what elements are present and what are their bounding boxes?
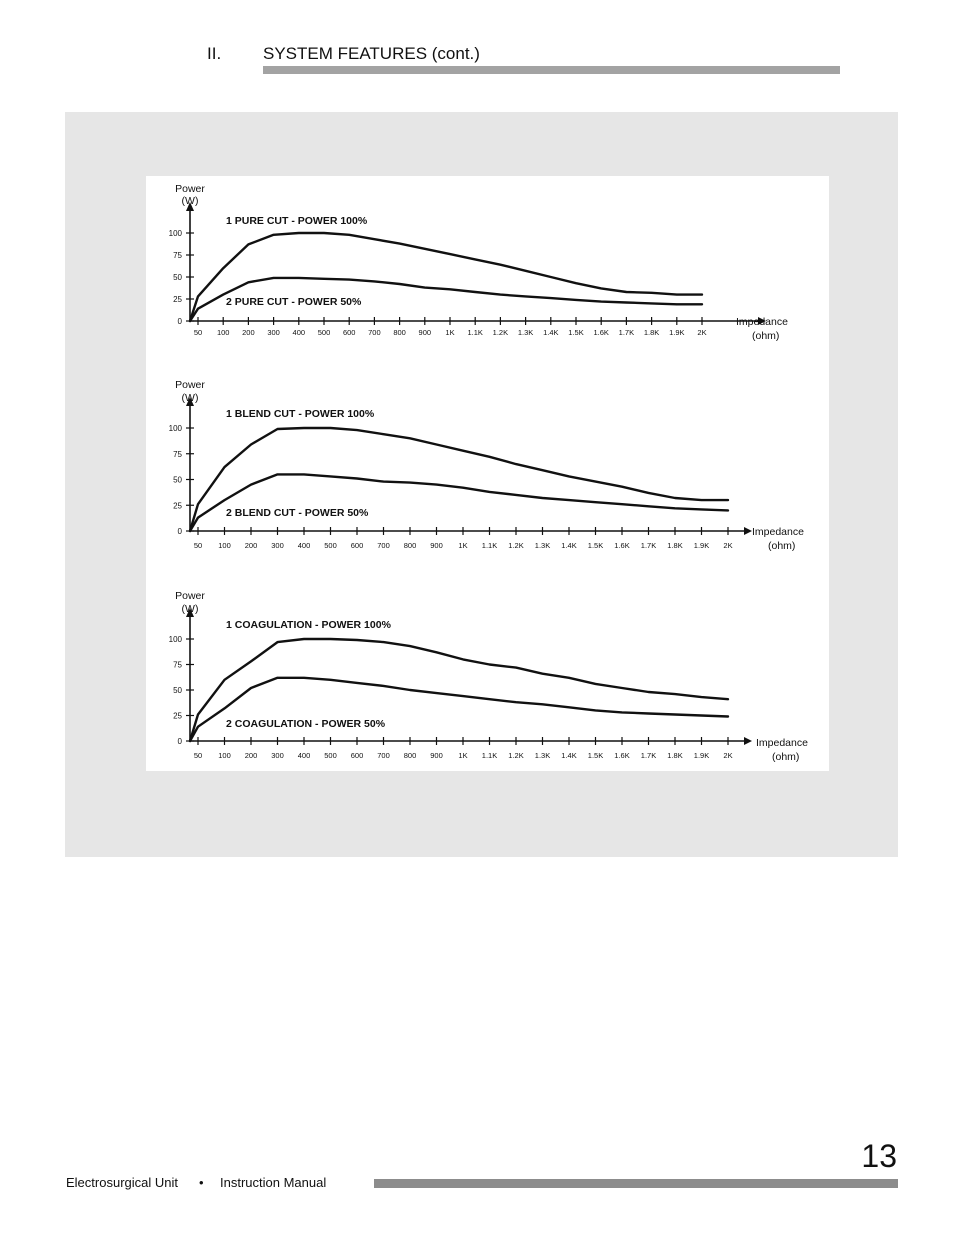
x-tick-label: 800 xyxy=(403,541,417,550)
x-tick-label: 600 xyxy=(350,541,364,550)
y-tick-label: 0 xyxy=(177,527,182,536)
x-tick-label: 600 xyxy=(350,751,364,760)
x-tick-label: 1.9K xyxy=(693,751,710,760)
x-tick-label: 400 xyxy=(292,328,306,337)
x-tick-label: 1.6K xyxy=(614,751,630,760)
x-tick-label: 700 xyxy=(377,751,390,760)
y-axis-title: Power xyxy=(175,183,205,195)
x-tick-label: 1.2K xyxy=(508,751,524,760)
x-tick-label: 300 xyxy=(271,751,284,760)
x-axis-arrow xyxy=(744,737,752,745)
y-tick-label: 50 xyxy=(173,273,182,282)
y-tick-label: 50 xyxy=(173,686,182,695)
x-tick-label: 1K xyxy=(458,541,468,550)
x-tick-label: 1.3K xyxy=(534,541,551,550)
x-tick-label: 500 xyxy=(324,751,337,760)
x-tick-label: 50 xyxy=(193,751,203,760)
x-tick-label: 1.1K xyxy=(481,751,498,760)
x-tick-label: 900 xyxy=(430,751,443,760)
y-tick-label: 75 xyxy=(173,660,182,670)
x-tick-label: 1.1K xyxy=(467,328,483,337)
x-tick-label: 300 xyxy=(267,328,280,337)
x-tick-label: 1.3K xyxy=(517,328,534,337)
y-tick-label: 25 xyxy=(173,501,182,511)
x-tick-label: 1.5K xyxy=(568,328,584,337)
section-number: II. xyxy=(207,44,222,63)
footer-divider-bar xyxy=(374,1179,898,1188)
footer-manual: Instruction Manual xyxy=(220,1175,327,1190)
y-tick-label: 100 xyxy=(168,635,182,644)
series-label-2: 2 BLEND CUT - POWER 50% xyxy=(226,507,369,519)
x-tick-label: 1.4K xyxy=(561,751,577,760)
x-tick-label: 200 xyxy=(244,751,258,760)
x-tick-label: 100 xyxy=(216,328,230,337)
x-tick-label: 50 xyxy=(193,541,203,550)
x-tick-label: 800 xyxy=(403,751,417,760)
x-tick-label: 1.6K xyxy=(614,541,630,550)
x-tick-label: 1.3K xyxy=(534,751,551,760)
x-tick-label: 1.4K xyxy=(561,541,577,550)
chart-container xyxy=(146,176,829,771)
x-tick-label: 2K xyxy=(723,541,733,550)
x-tick-label: 1.8K xyxy=(667,541,683,550)
y-axis-title: Power xyxy=(175,590,205,602)
x-tick-label: 1.8K xyxy=(643,328,660,337)
page-number: 13 xyxy=(861,1138,897,1174)
x-tick-label: 1.6K xyxy=(593,328,609,337)
power-impedance-charts xyxy=(146,176,829,771)
x-tick-label: 600 xyxy=(342,328,356,337)
x-axis-title: Impedance xyxy=(752,526,804,538)
x-tick-label: 1.5K xyxy=(587,541,604,550)
y-tick-label: 100 xyxy=(168,424,182,433)
x-axis-title-unit: (ohm) xyxy=(768,540,796,552)
x-tick-label: 900 xyxy=(418,328,432,337)
x-tick-label: 50 xyxy=(193,328,203,337)
y-tick-label: 75 xyxy=(173,449,182,459)
y-tick-label: 50 xyxy=(173,475,182,485)
y-tick-label: 0 xyxy=(177,317,182,326)
x-tick-label: 100 xyxy=(218,751,231,760)
x-tick-label: 1.2K xyxy=(508,541,524,550)
header-divider-bar xyxy=(263,66,840,74)
y-axis-title-unit: (W) xyxy=(181,392,199,404)
y-tick-label: 0 xyxy=(177,737,182,746)
y-tick-label: 25 xyxy=(173,711,182,721)
x-tick-label: 1.1K xyxy=(481,541,498,550)
series-label-2: 2 PURE CUT - POWER 50% xyxy=(226,296,362,308)
footer-product: Electrosurgical Unit xyxy=(66,1175,178,1190)
series-label-1: 1 COAGULATION - POWER 100% xyxy=(226,619,391,631)
x-tick-label: 1.7K xyxy=(640,541,657,550)
series-line-2 xyxy=(190,474,728,531)
x-tick-label: 2K xyxy=(723,751,733,760)
x-tick-label: 100 xyxy=(218,541,231,550)
x-tick-label: 700 xyxy=(368,328,381,337)
x-tick-label: 400 xyxy=(297,751,311,760)
x-axis-title-unit: (ohm) xyxy=(772,751,800,763)
x-tick-label: 1K xyxy=(458,751,468,760)
x-tick-label: 1.5K xyxy=(587,751,604,760)
y-axis-title-unit: (W) xyxy=(181,603,199,615)
x-tick-label: 1.7K xyxy=(640,751,657,760)
x-tick-label: 400 xyxy=(297,541,311,550)
x-axis-title-unit: (ohm) xyxy=(752,330,780,342)
x-tick-label: 2K xyxy=(697,328,707,337)
x-tick-label: 300 xyxy=(271,541,284,550)
series-line-2 xyxy=(190,678,728,741)
section-title: SYSTEM FEATURES (cont.) xyxy=(263,44,480,63)
y-axis-title: Power xyxy=(175,379,205,391)
y-tick-label: 25 xyxy=(173,295,182,304)
y-axis-title-unit: (W) xyxy=(181,195,199,207)
x-axis-arrow xyxy=(744,527,752,535)
x-tick-label: 900 xyxy=(430,541,443,550)
x-axis-title: Impedance xyxy=(736,316,788,328)
footer-bullet: • xyxy=(199,1175,204,1190)
series-label-2: 2 COAGULATION - POWER 50% xyxy=(226,718,386,730)
x-tick-label: 1.2K xyxy=(492,328,509,337)
x-tick-label: 1.8K xyxy=(667,751,683,760)
x-axis-title: Impedance xyxy=(756,737,808,749)
x-tick-label: 500 xyxy=(317,328,331,337)
x-tick-label: 1.7K xyxy=(618,328,635,337)
x-tick-label: 500 xyxy=(324,541,337,550)
y-tick-label: 75 xyxy=(173,251,182,260)
series-label-1: 1 BLEND CUT - POWER 100% xyxy=(226,408,375,420)
x-tick-label: 1.9K xyxy=(693,541,710,550)
x-tick-label: 1.9K xyxy=(669,328,685,337)
y-tick-label: 100 xyxy=(168,229,182,238)
x-tick-label: 800 xyxy=(393,328,406,337)
series-label-1: 1 PURE CUT - POWER 100% xyxy=(226,215,368,227)
x-tick-label: 1.4K xyxy=(543,328,559,337)
x-tick-label: 200 xyxy=(242,328,255,337)
x-tick-label: 200 xyxy=(244,541,258,550)
x-tick-label: 700 xyxy=(377,541,390,550)
x-tick-label: 1K xyxy=(445,328,455,337)
